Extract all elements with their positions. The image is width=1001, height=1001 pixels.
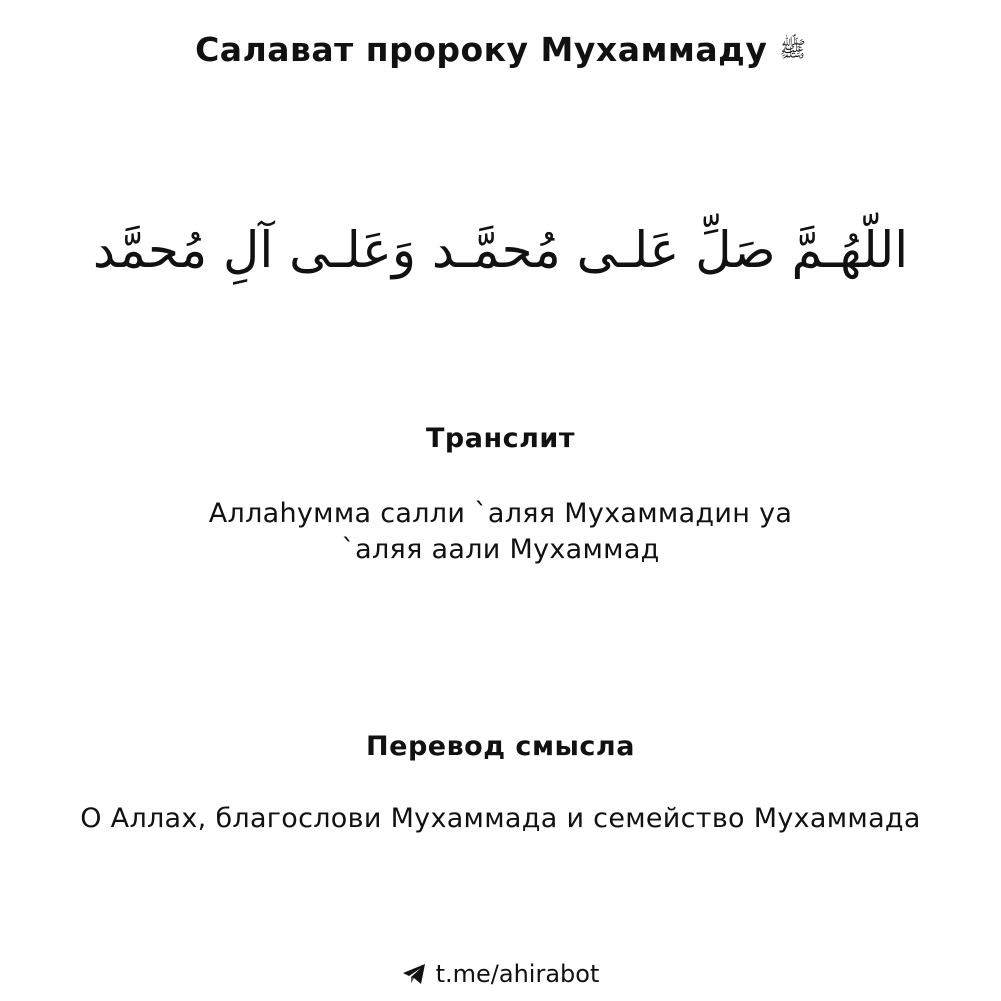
honorific-glyph: ﷺ	[779, 37, 806, 63]
telegram-link[interactable]: t.me/ahirabot	[435, 960, 600, 988]
transliteration-line-2: `аляя аали Мухаммад	[341, 534, 660, 565]
transliteration-line-1: Аллаhумма салли `аляя Мухаммадин уа	[208, 498, 793, 529]
page-title-text: Салават пророку Мухаммаду	[195, 30, 768, 69]
arabic-salawat: اللّهُـمَّ صَلِّ عَلـى مُحمَّـد وَعَلـى آلِ مُحمَّد	[92, 221, 909, 279]
transliteration-text	[0, 496, 1001, 568]
page-title	[0, 30, 1001, 69]
meaning-text: О Аллах, благослови Мухаммада и семейство Мухаммада	[80, 803, 921, 834]
transliteration-heading: Транслит	[426, 423, 575, 454]
footer[interactable]	[0, 960, 1001, 988]
meaning-heading: Перевод смысла	[366, 731, 635, 762]
telegram-icon	[402, 963, 426, 985]
